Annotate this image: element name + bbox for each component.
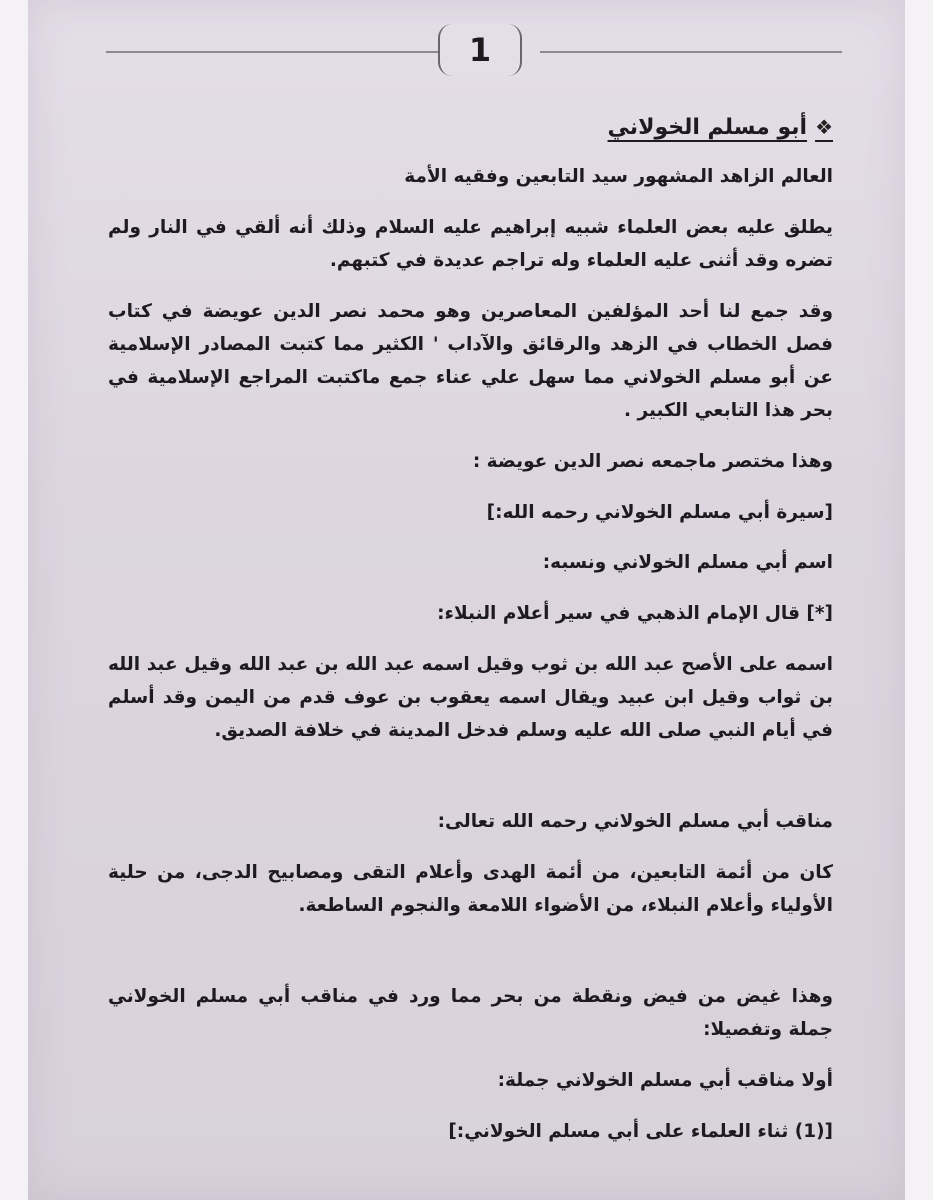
section-title-text: أبو مسلم الخولاني xyxy=(607,115,808,140)
paragraph: اسمه على الأصح عبد الله بن ثوب وقيل اسمه عبد الله بن عبد الله وقيل عبد الله بن ثواب وقيل ابن عبيد ويقال اسمه يعقوب بن عوف قدم من اليمن وقد أسلم في أيام النبي صلى الله عليه وسلم فدخل المدينة في خلافة الصديق. xyxy=(108,654,833,742)
subheading: [سيرة أبي مسلم الخولاني رحمه الله:] xyxy=(486,501,833,523)
subheading: أولا مناقب أبي مسلم الخولاني جملة: xyxy=(497,1069,833,1091)
subheading: [*] قال الإمام الذهبي في سير أعلام النبلاء: xyxy=(437,603,833,625)
section-title xyxy=(108,108,833,147)
page-left-margin xyxy=(0,0,28,1200)
page-number-frame xyxy=(438,24,522,76)
paragraph: وهذا مختصر ماجمعه نصر الدين عويضة : xyxy=(472,450,833,472)
paragraph: وهذا غيض من فيض ونقطة من بحر مما ورد في مناقب أبي مسلم الخولاني جملة وتفصيلا: xyxy=(108,985,833,1040)
subheading: مناقب أبي مسلم الخولاني رحمه الله تعالى: xyxy=(437,811,833,833)
page-number: 1 xyxy=(468,31,492,69)
header-rule-right xyxy=(540,51,842,53)
subheading: [(1) ثناء العلماء على أبي مسلم الخولاني:] xyxy=(448,1120,833,1142)
document-page xyxy=(28,0,905,1200)
document-body xyxy=(108,108,833,1167)
paragraph: يطلق عليه بعض العلماء شبيه إبراهيم عليه السلام وذلك أنه ألقي في النار ولم تضره وقد أثنى عليه العلماء وله تراجم عديدة في كتبهم. xyxy=(108,217,833,271)
page-right-margin xyxy=(905,0,933,1200)
diamond-bullet-icon: ❖ xyxy=(815,114,833,139)
subheading: اسم أبي مسلم الخولاني ونسبه: xyxy=(542,552,833,574)
paragraph-intro: العالم الزاهد المشهور سيد التابعين وفقيه الأمة xyxy=(404,166,833,188)
paragraph: وقد جمع لنا أحد المؤلفين المعاصرين وهو محمد نصر الدين عويضة في كتاب فصل الخطاب في الزهد والرقائق والآداب ' الكثير مما كتبت المصادر الإسلامية عن أبو مسلم الخولاني مما سهل علي عناء جمع ماكتبت المراجع الإسلامية في بحر هذا التابعي الكبير . xyxy=(108,300,833,421)
paragraph: كان من أئمة التابعين، من أئمة الهدى وأعلام التقى ومصابيح الدجى، من حلية الأولياء وأعلام النبلاء، من الأضواء اللامعة والنجوم الساطعة. xyxy=(108,861,833,916)
